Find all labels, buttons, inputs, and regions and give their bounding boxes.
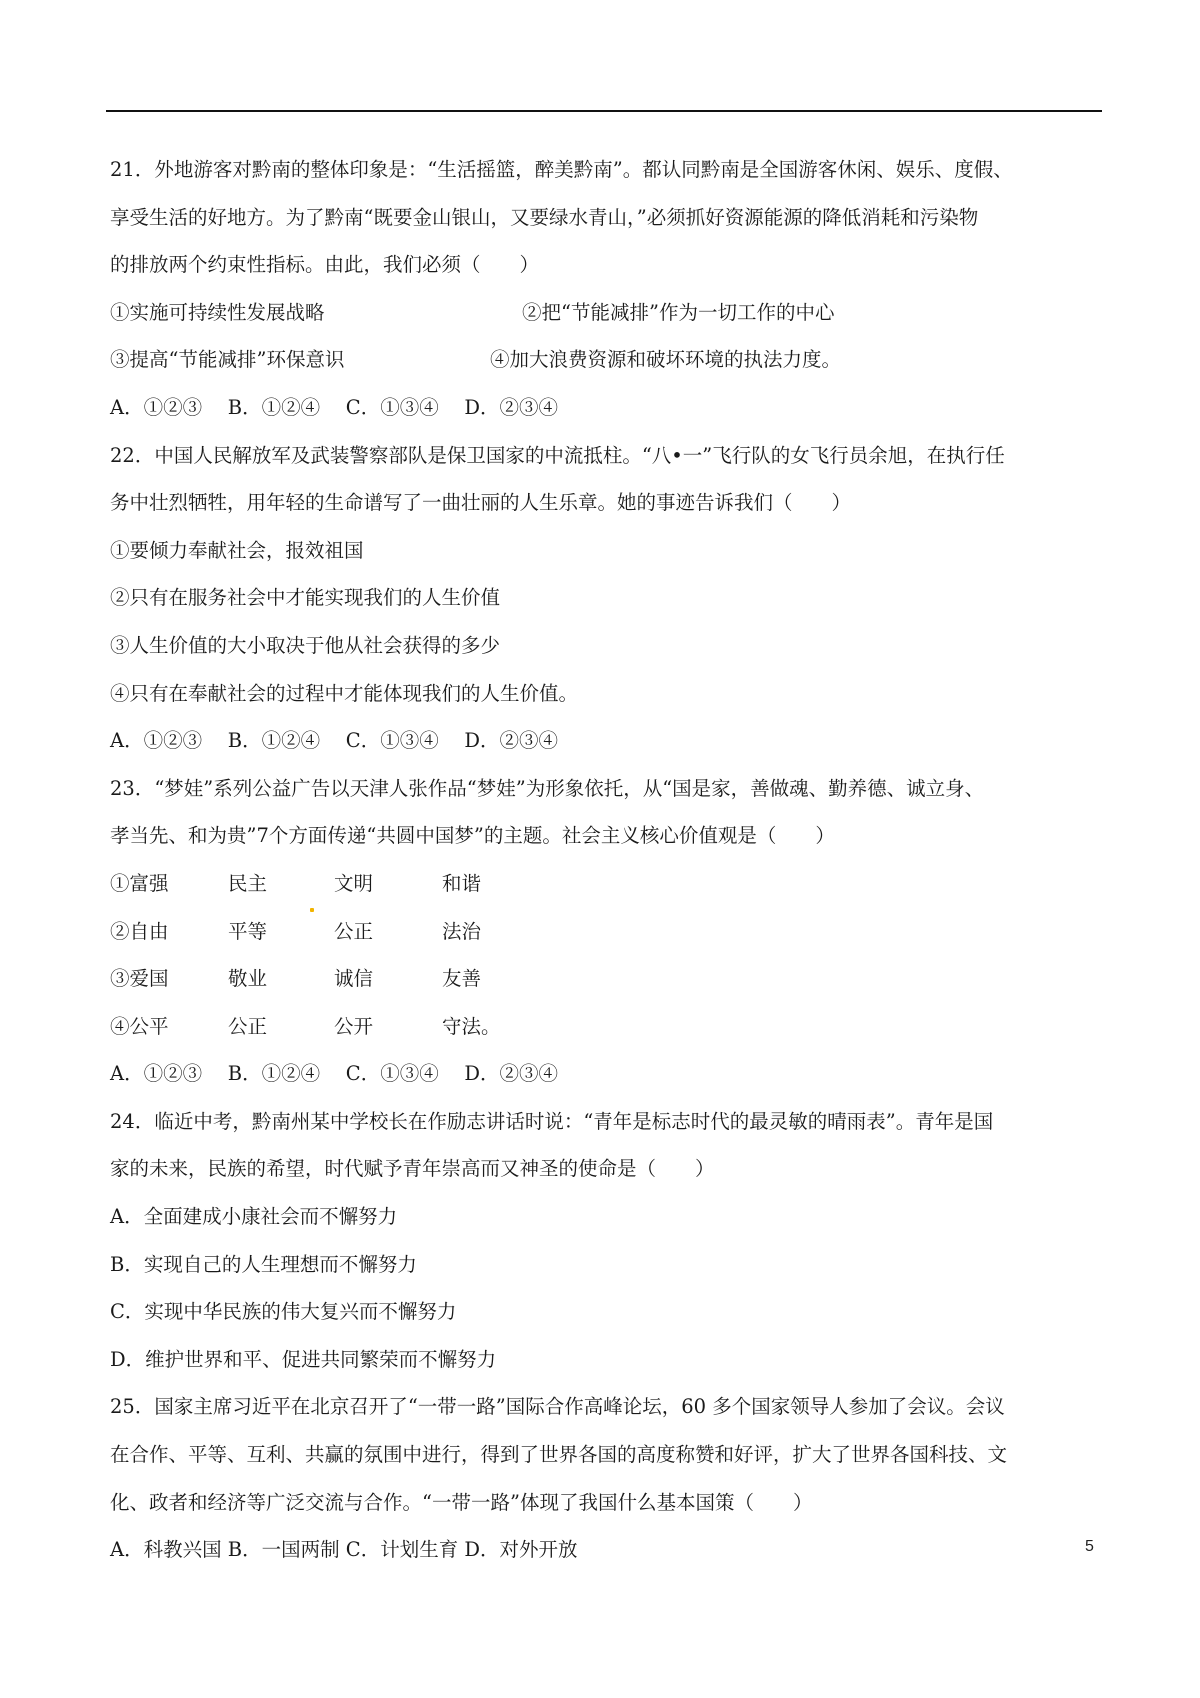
q23-option-row-2 xyxy=(110,908,1100,956)
q23-cell: 诚信 xyxy=(334,967,374,991)
q25-stem-line1: 25．国家主席习近平在北京召开了“一带一路”国际合作高峰论坛，60 多个国家领导人参加了会议。会议 xyxy=(110,1395,1005,1419)
q24-option-d: D．维护世界和平、促进共同繁荣而不懈努力 xyxy=(110,1347,497,1371)
q22-answer-choices: A．①②③ B．①②④ C．①③④ D．②③④ xyxy=(110,729,559,753)
q22-option-3: ③人生价值的大小取决于他从社会获得的多少 xyxy=(110,633,501,657)
q21-option-3: ③提高“节能减排”环保意识 xyxy=(110,348,345,372)
q22-option-1: ①要倾力奉献社会，报效祖国 xyxy=(110,538,364,562)
q23-cell: 文明 xyxy=(334,871,374,895)
q23-option-row-3 xyxy=(110,955,1100,1003)
q25-stem-line3: 化、政者和经济等广泛交流与合作。“一带一路”体现了我国什么基本国策（ ） xyxy=(110,1490,813,1514)
q21-answer-choices: A．①②③ B．①②④ C．①③④ D．②③④ xyxy=(110,395,559,419)
q22-option-2: ②只有在服务社会中才能实现我们的人生价值 xyxy=(110,586,501,610)
q23-cell: 敬业 xyxy=(228,967,268,991)
q21-option-1: ①实施可持续性发展战略 xyxy=(110,300,325,324)
q23-option-row-4 xyxy=(110,1003,1100,1051)
q23-cell: 民主 xyxy=(228,871,268,895)
q23-cell: 平等 xyxy=(228,919,268,943)
q23-cell: 公正 xyxy=(334,919,374,943)
q23-cell: ④公平 xyxy=(110,1014,169,1038)
q23-cell: 公开 xyxy=(334,1014,374,1038)
q24-stem-line2: 家的未来，民族的希望，时代赋予青年崇高而又神圣的使命是（ ） xyxy=(110,1157,715,1181)
q23-cell: 公正 xyxy=(228,1014,268,1038)
q23-cell: ②自由 xyxy=(110,919,169,943)
q25-stem-line2: 在合作、平等、互利、共赢的氛围中进行，得到了世界各国的高度称赞和好评，扩大了世界各国科技、文 xyxy=(110,1443,1008,1467)
q23-answer-choices: A．①②③ B．①②④ C．①③④ D．②③④ xyxy=(110,1062,559,1086)
q23-cell: ③爱国 xyxy=(110,967,169,991)
q21-option-2: ②把“节能减排”作为一切工作的中心 xyxy=(522,300,835,324)
q23-cell: 友善 xyxy=(442,967,482,991)
q23-cell: 守法。 xyxy=(442,1014,501,1038)
q23-cell: 和谐 xyxy=(442,871,482,895)
page-number: 5 xyxy=(1085,1538,1094,1555)
q25-answer-choices: A．科教兴国 B．一国两制 C．计划生育 D．对外开放 xyxy=(110,1538,578,1562)
q23-cell: 法治 xyxy=(442,919,482,943)
q23-cell: ①富强 xyxy=(110,871,169,895)
q21-options-row1 xyxy=(110,289,1100,337)
q24-option-a: A．全面建成小康社会而不懈努力 xyxy=(110,1205,398,1229)
q21-stem-line3: 的排放两个约束性指标。由此，我们必须（ ） xyxy=(110,253,540,277)
q23-stem-line1: 23．“梦娃”系列公益广告以天津人张作品“梦娃”为形象依托，从“国是家，善做魂、勤养德、诚立身、 xyxy=(110,776,985,800)
exam-content xyxy=(110,146,1100,1574)
header-rule xyxy=(106,110,1102,112)
q21-stem-line1: 21．外地游客对黔南的整体印象是：“生活摇篮，醉美黔南”。都认同黔南是全国游客休闲、娱乐、度假、 xyxy=(110,158,1013,181)
q24-option-b: B．实现自己的人生理想而不懈努力 xyxy=(110,1252,417,1276)
q21-option-4: ④加大浪费资源和破坏环境的执法力度。 xyxy=(490,348,842,372)
q24-stem-line1: 24．临近中考，黔南州某中学校长在作励志讲话时说：“青年是标志时代的最灵敏的晴雨表”。青年是国 xyxy=(110,1109,994,1133)
q23-option-row-1 xyxy=(110,860,1100,908)
q24-option-c: C．实现中华民族的伟大复兴而不懈努力 xyxy=(110,1300,457,1324)
q21-options-row2 xyxy=(110,336,1100,384)
q23-stem-line2: 孝当先、和为贵”7个方面传递“共圆中国梦”的主题。社会主义核心价值观是（ ） xyxy=(110,824,835,848)
q22-stem-line1: 22．中国人民解放军及武装警察部队是保卫国家的中流抵柱。“八•一”飞行队的女飞行员余旭，在执行任 xyxy=(110,443,1005,467)
q21-stem-line2: 享受生活的好地方。为了黔南“既要金山银山，又要绿水青山，”必须抓好资源能源的降低消耗和污染物 xyxy=(110,205,979,229)
stray-dot xyxy=(310,908,314,912)
q22-option-4: ④只有在奉献社会的过程中才能体现我们的人生价值。 xyxy=(110,681,579,705)
q22-stem-line2: 务中壮烈牺牲，用年轻的生命谱写了一曲壮丽的人生乐章。她的事迹告诉我们（ ） xyxy=(110,491,852,515)
